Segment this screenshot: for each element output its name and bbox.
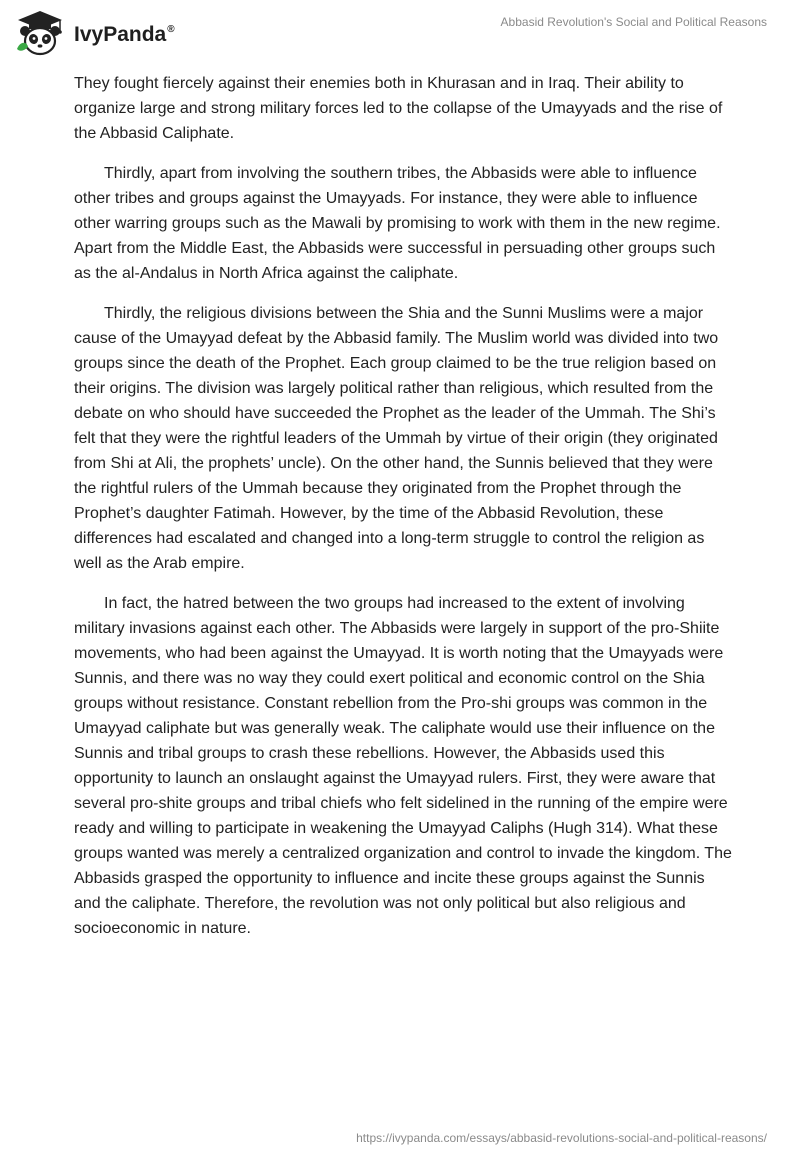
registered-mark: ® — [167, 24, 175, 35]
panda-graduation-cap-icon — [14, 9, 66, 57]
source-url[interactable]: https://ivypanda.com/essays/abbasid-revolutions-social-and-political-reasons/ — [356, 1131, 767, 1145]
page-header — [0, 0, 800, 60]
article-body — [74, 71, 734, 956]
document-title: Abbasid Revolution's Social and Political Reasons — [500, 15, 767, 29]
paragraph: Thirdly, apart from involving the southern tribes, the Abbasids were able to influence other tribes and groups against the Umayyads. For instance, they were able to influence other warring groups such as the Mawali by promising to work with them in the new regime. Apart from the Middle East, the Abbasids were successful in persuading other groups such as the al-Andalus in North Africa against the caliphate. — [74, 165, 721, 282]
paragraph: They fought fiercely against their enemies both in Khurasan and in Iraq. Their ability to organize large and strong military forces led to the collapse of the Umayyads and the rise of the Abbasid Caliphate. — [74, 75, 723, 142]
paragraph: In fact, the hatred between the two groups had increased to the extent of involving military invasions against each other. The Abbasids were largely in support of the pro-Shiite movements, who had been against the Umayyad. It is worth noting that the Umayyads were Sunnis, and there was no way they could exert political and economic control on the Shia groups without resistance. Constant rebellion from the Pro-shi groups was common in the Umayyad caliphate but was generally weak. The caliphate would use their influence on the Sunnis and tribal groups to crash these rebellions. However, the Abbasids used this opportunity to launch an onslaught against the Umayyad rulers. First, they were aware that several pro-shite groups and tribal chiefs who felt sidelined in the running of the empire were ready and willing to participate in weakening the Umayyad Caliphs (Hugh 314). What these groups wanted was merely a centralized organization and control to invade the kingdom. The Abbasids grasped the opportunity to influence and incite these groups against the Sunnis and the caliphate. Therefore, the revolution was not only political but also religious and socioeconomic in nature. — [74, 595, 732, 937]
brand-name: IvyPanda® — [74, 23, 175, 46]
paragraph: Thirdly, the religious divisions between the Shia and the Sunni Muslims were a major cause of the Umayyad defeat by the Abbasid family. The Muslim world was divided into two groups since the death of the Prophet. Each group claimed to be the true religion based on their origins. The division was largely political rather than religious, which resulted from the debate on who should have succeeded the Prophet as the leader of the Ummah. The Shi’s felt that they were the rightful leaders of the Ummah by virtue of their origin (they originated from Shi at Ali, the prophets’ uncle). On the other hand, the Sunnis believed that they were the rightful rulers of the Ummah because they originated from the Prophet through the Prophet’s daughter Fatimah. However, by the time of the Abbasid Revolution, these differences had escalated and changed into a long-term struggle to control the religion as well as the Arab empire. — [74, 305, 719, 572]
ivypanda-logo[interactable] — [14, 8, 175, 58]
